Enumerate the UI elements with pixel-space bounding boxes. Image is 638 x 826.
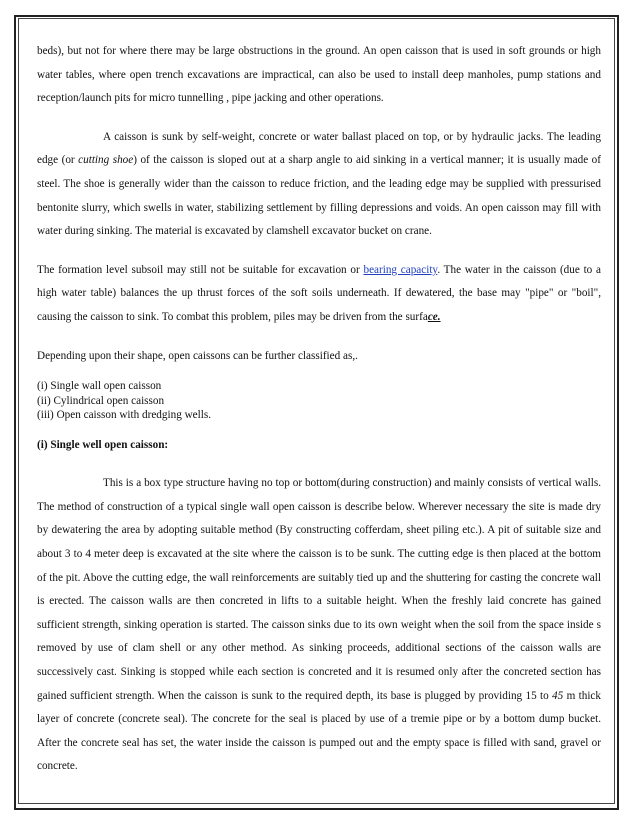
paragraph-1: beds), but not for where there may be large obstructions in the ground. An open caisson that is used in soft grounds or high water tables, where open trench excavations are impractical, can also be used to install deep manholes, pump stations and reception/launch pits for micro tunnelling , pipe jacking and other operations. xyxy=(37,45,601,105)
paragraph-3: The formation level subsoil may still not be suitable for excavation or bearing capacity. The water in the caisson (due to a high water table) balances the up thrust forces of the soft soils underneath. If dewatered, the base may "pipe" or "boil", causing the caisson to sink. To combat this problem, piles may be driven from the surface. xyxy=(37,263,601,323)
bearing-capacity-link[interactable]: bearing capacity xyxy=(363,263,438,276)
list-item: (ii) Cylindrical open caisson xyxy=(37,394,165,407)
caisson-type-list xyxy=(37,379,601,423)
cutting-shoe-term: cutting shoe xyxy=(78,154,134,167)
section-heading: (i) Single well open caisson: xyxy=(37,438,169,451)
document-body xyxy=(37,40,601,779)
list-item: (i) Single wall open caisson xyxy=(37,380,162,393)
paragraph-4: Depending upon their shape, open caissons can be further classified as,. xyxy=(37,349,358,362)
list-item: (iii) Open caisson with dredging wells. xyxy=(37,409,211,422)
emphasis-suffix: ce. xyxy=(427,310,441,323)
paragraph-2: A caisson is sunk by self-weight, concrete or water ballast placed on top, or by hydraulic jacks. The leading edge (or cutting shoe) of the caisson is sloped out at a sharp angle to aid sinking in a vertical manner; it is usually made of steel. The shoe is generally wider than the caisson to reduce friction, and the leading edge may be supplied with pressurised bentonite slurry, which swells in water, stabilizing settlement by filling depressions and voids. An open caisson may fill with water during sinking. The material is excavated by clamshell excavator bucket on crane. xyxy=(37,130,601,238)
paragraph-5: This is a box type structure having no top or bottom(during construction) and mainly consists of vertical walls. The method of construction of a typical single wall open caisson is describe below. Wherever necessary the site is made dry by dewatering the area by adopting suitable method (By constructing cofferdam, sheet piling etc.). A pit of suitable size and about 3 to 4 meter deep is excavated at the site where the caisson is to be sunk. The cutting edge is then placed at the bottom of the pit. Above the cutting edge, the wall reinforcements are suitably tied up and the shuttering for casting the concrete wall is erected. The caisson walls are then concreted in lifts to a suitable height. When the freshly laid concrete has gained sufficient strength, sinking operation is started. The caisson sinks due to its own weight when the soil from the space inside s removed by use of clam shell or any other method. As sinking proceeds, additional sections of the caisson walls are successively cast. Sinking is stopped while each section is concreted and it is resumed only after the concreted section has gained sufficient strength. When the caisson is sunk to the required depth, its base is plugged by providing 15 to 45 m thick layer of concrete (concrete seal). The concrete for the seal is placed by use of a tremie pipe or by a bottom dump bucket. After the concrete seal has set, the water inside the caisson is pumped out and the empty space is filled with sand, gravel or concrete. xyxy=(37,477,601,773)
